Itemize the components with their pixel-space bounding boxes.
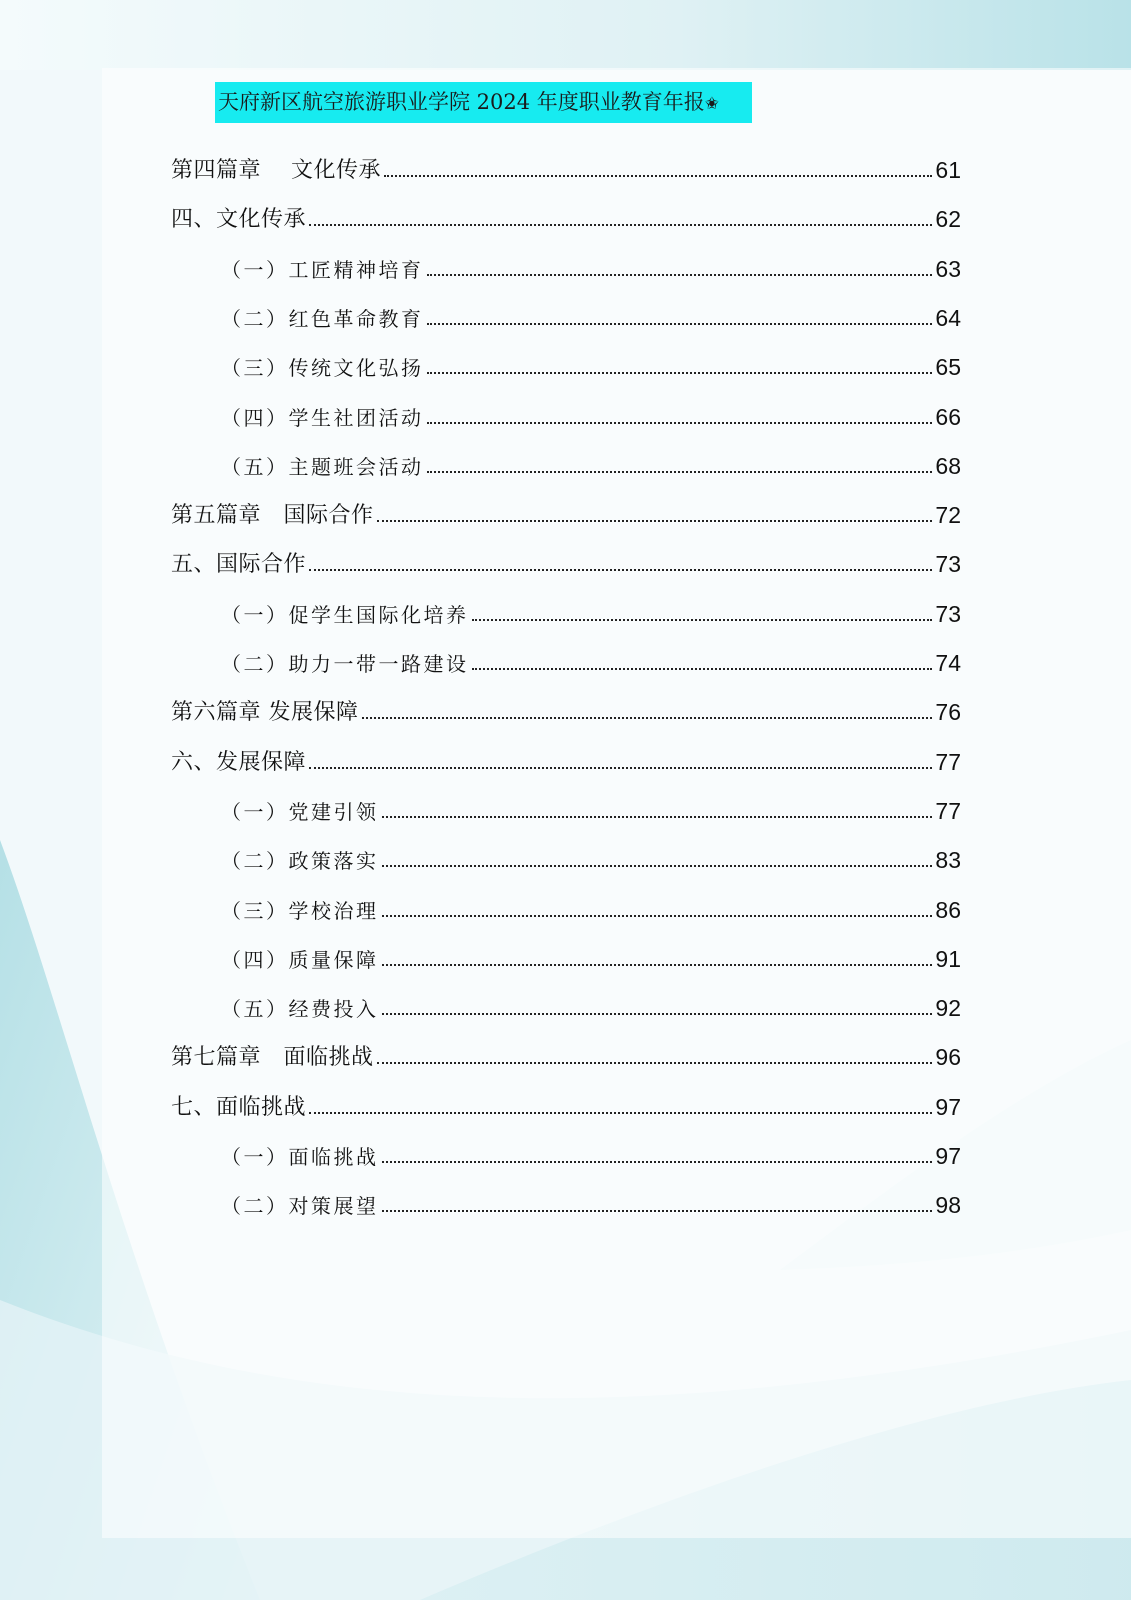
- toc-entry-label: 第六篇章 发展保障: [171, 700, 359, 725]
- toc-page-number: 77: [935, 749, 961, 775]
- toc-dot-leader: [427, 323, 933, 325]
- toc-dot-leader: [382, 816, 933, 818]
- toc-entry-label: 第五篇章 国际合作: [171, 503, 374, 528]
- toc-entry-label: （三）传统文化弘扬: [221, 356, 424, 380]
- toc-section-entry[interactable]: [221, 840, 961, 874]
- toc-chapter-entry[interactable]: [171, 692, 961, 726]
- toc-page-number: 64: [935, 305, 961, 331]
- toc-dot-leader: [309, 569, 932, 571]
- toc-chapter-entry[interactable]: [171, 150, 961, 184]
- toc-dot-leader: [377, 520, 933, 522]
- toc-dot-leader: [382, 964, 933, 966]
- toc-dot-leader: [382, 915, 933, 917]
- toc-entry-label: （四）学生社团活动: [221, 406, 424, 430]
- toc-section-entry[interactable]: [221, 890, 961, 924]
- toc-dot-leader: [377, 1062, 933, 1064]
- toc-entry-label: （三）学校治理: [221, 899, 379, 923]
- toc-dot-leader: [382, 1013, 933, 1015]
- toc-dot-leader: [472, 619, 933, 621]
- toc-page-number: 65: [935, 354, 961, 380]
- toc-page-number: 68: [935, 453, 961, 479]
- toc-page-number: 62: [935, 206, 961, 232]
- toc-chapter-entry[interactable]: [171, 1087, 961, 1121]
- toc-section-entry[interactable]: [221, 249, 961, 283]
- toc-dot-leader: [427, 471, 933, 473]
- toc-section-entry[interactable]: [221, 347, 961, 381]
- toc-dot-leader: [382, 1161, 933, 1163]
- toc-entry-label: 七、面临挑战: [171, 1095, 307, 1120]
- toc-entry-label: 五、国际合作: [171, 552, 307, 577]
- toc-page-number: 83: [935, 847, 961, 873]
- toc-entry-label: （五）经费投入: [221, 997, 379, 1021]
- toc-entry-label: 六、发展保障: [171, 750, 307, 775]
- toc-chapter-entry[interactable]: [171, 1037, 961, 1071]
- toc-dot-leader: [384, 175, 932, 177]
- toc-page-number: 86: [935, 897, 961, 923]
- toc-page-number: 98: [935, 1192, 961, 1218]
- toc-dot-leader: [362, 717, 933, 719]
- toc-page-number: 76: [935, 699, 961, 725]
- toc-page-number: 73: [935, 551, 961, 577]
- toc-page-number: 63: [935, 256, 961, 282]
- toc-dot-leader: [427, 422, 933, 424]
- document-header: [215, 82, 752, 123]
- toc-entry-label: （二）红色革命教育: [221, 307, 424, 331]
- toc-chapter-entry[interactable]: [171, 199, 961, 233]
- toc-entry-label: （一）面临挑战: [221, 1145, 379, 1169]
- toc-section-entry[interactable]: [221, 643, 961, 677]
- toc-entry-label: 第七篇章 面临挑战: [171, 1045, 374, 1070]
- toc-dot-leader: [309, 767, 932, 769]
- toc-section-entry[interactable]: [221, 594, 961, 628]
- toc-chapter-entry[interactable]: [171, 495, 961, 529]
- toc-page-number: 74: [935, 650, 961, 676]
- toc-page-number: 96: [935, 1044, 961, 1070]
- toc-page-number: 61: [935, 157, 961, 183]
- toc-page-number: 72: [935, 502, 961, 528]
- toc-entry-label: 四、文化传承: [171, 207, 307, 232]
- header-title: 天府新区航空旅游职业学院 2024 年度职业教育年报: [218, 90, 705, 114]
- toc-dot-leader: [427, 372, 933, 374]
- toc-section-entry[interactable]: [221, 397, 961, 431]
- toc-page-number: 91: [935, 946, 961, 972]
- toc-dot-leader: [472, 668, 933, 670]
- toc-dot-leader: [427, 274, 933, 276]
- toc-entry-label: （二）助力一带一路建设: [221, 652, 469, 676]
- toc-entry-label: 第四篇章 文化传承: [171, 158, 381, 183]
- toc-section-entry[interactable]: [221, 1185, 961, 1219]
- star-icon: ✬: [704, 94, 720, 114]
- toc-dot-leader: [382, 865, 933, 867]
- toc-section-entry[interactable]: [221, 988, 961, 1022]
- toc-page-number: 66: [935, 404, 961, 430]
- toc-section-entry[interactable]: [221, 298, 961, 332]
- toc-entry-label: （四）质量保障: [221, 948, 379, 972]
- toc-dot-leader: [309, 224, 932, 226]
- toc-entry-label: （一）工匠精神培育: [221, 258, 424, 282]
- toc-dot-leader: [309, 1112, 932, 1114]
- toc-page-number: 97: [935, 1143, 961, 1169]
- toc-entry-label: （一）党建引领: [221, 800, 379, 824]
- toc-page-number: 92: [935, 995, 961, 1021]
- toc-section-entry[interactable]: [221, 791, 961, 825]
- toc-entry-label: （二）对策展望: [221, 1194, 379, 1218]
- toc-dot-leader: [382, 1210, 933, 1212]
- toc-section-entry[interactable]: [221, 446, 961, 480]
- toc-section-entry[interactable]: [221, 1136, 961, 1170]
- toc-entry-label: （二）政策落实: [221, 849, 379, 873]
- toc-entry-label: （五）主题班会活动: [221, 455, 424, 479]
- toc-entry-label: （一）促学生国际化培养: [221, 603, 469, 627]
- toc-chapter-entry[interactable]: [171, 742, 961, 776]
- toc-chapter-entry[interactable]: [171, 544, 961, 578]
- toc-page-number: 77: [935, 798, 961, 824]
- toc-page-number: 97: [935, 1094, 961, 1120]
- toc-section-entry[interactable]: [221, 939, 961, 973]
- toc-page-number: 73: [935, 601, 961, 627]
